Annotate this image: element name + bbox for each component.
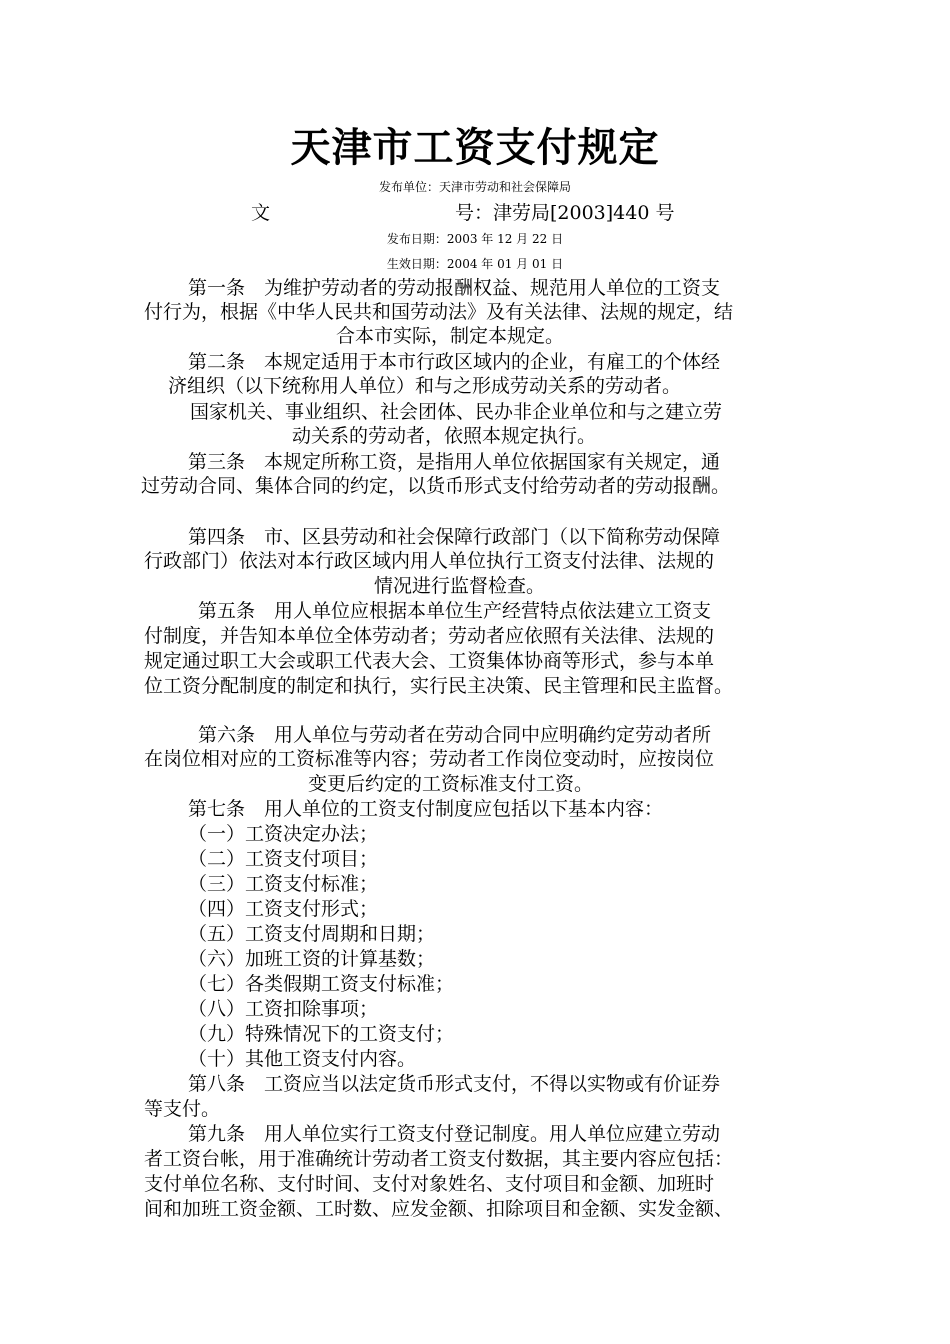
body-line: 第五条 用人单位应根据本单位生产经营特点依法建立工资支 bbox=[198, 600, 712, 622]
body-line: 国家机关、事业组织、社会团体、民办非企业单位和与之建立劳 bbox=[190, 401, 723, 423]
body-line: 济组织（以下统称用人单位）和与之形成劳动关系的劳动者。 bbox=[168, 375, 682, 397]
body-line: 者工资台帐，用于准确统计劳动者工资支付数据，其主要内容应包括： bbox=[144, 1148, 734, 1170]
body-line: 行政部门）依法对本行政区域内用人单位执行工资支付法律、法规的 bbox=[144, 550, 715, 572]
body-line: 间和加班工资金额、工时数、应发金额、扣除项目和金额、实发金额、 bbox=[144, 1198, 734, 1220]
list-item: （三）工资支付标准； bbox=[188, 873, 379, 895]
body-line: 付行为，根据《中华人民共和国劳动法》及有关法律、法规的规定，结 bbox=[144, 301, 734, 323]
publisher-line: 发布单位：天津市劳动和社会保障局 bbox=[378, 180, 571, 194]
body-line: 第二条 本规定适用于本市行政区域内的企业，有雇工的个体经 bbox=[188, 351, 721, 373]
body-line: 支付单位名称、支付时间、支付对象姓名、支付项目和金额、加班时 bbox=[144, 1173, 715, 1195]
body-line: 第八条 工资应当以法定货币形式支付，不得以实物或有价证券 bbox=[188, 1073, 721, 1095]
list-item: （一）工资决定办法； bbox=[188, 823, 379, 845]
body-line: 位工资分配制度的制定和执行，实行民主决策、民主管理和民主监督。 bbox=[144, 675, 734, 697]
doc-number-prefix: 文 bbox=[251, 202, 271, 224]
effective-date-line: 生效日期：2004 年 01 月 01 日 bbox=[386, 257, 564, 271]
body-line: 过劳动合同、集体合同的约定，以货币形式支付给劳动者的劳动报酬。 bbox=[141, 475, 731, 497]
body-line: 第九条 用人单位实行工资支付登记制度。用人单位应建立劳动 bbox=[188, 1123, 721, 1145]
body-line: 第三条 本规定所称工资，是指用人单位依据国家有关规定，通 bbox=[188, 451, 721, 473]
list-item: （二）工资支付项目； bbox=[188, 848, 379, 870]
body-line: 动关系的劳动者，依照本规定执行。 bbox=[292, 425, 597, 447]
body-line: 合本市实际，制定本规定。 bbox=[336, 325, 565, 347]
list-item: （十）其他工资支付内容。 bbox=[188, 1048, 417, 1070]
list-item: （九）特殊情况下的工资支付； bbox=[188, 1023, 455, 1045]
list-item: （七）各类假期工资支付标准； bbox=[188, 973, 455, 995]
body-line: 第四条 市、区县劳动和社会保障行政部门（以下简称劳动保障 bbox=[188, 526, 721, 548]
body-line: 第七条 用人单位的工资支付制度应包括以下基本内容： bbox=[188, 798, 664, 820]
publish-date-line: 发布日期：2003 年 12 月 22 日 bbox=[386, 232, 564, 246]
doc-number: 号：津劳局[2003]440 号 bbox=[455, 202, 675, 224]
list-item: （四）工资支付形式； bbox=[188, 898, 379, 920]
list-item: （八）工资扣除事项； bbox=[188, 998, 379, 1020]
body-line: 第六条 用人单位与劳动者在劳动合同中应明确约定劳动者所 bbox=[198, 724, 712, 746]
body-line: 在岗位相对应的工资标准等内容；劳动者工作岗位变动时，应按岗位 bbox=[144, 748, 715, 770]
body-line: 规定通过职工大会或职工代表大会、工资集体协商等形式，参与本单 bbox=[144, 650, 715, 672]
body-line: 等支付。 bbox=[144, 1098, 221, 1120]
document-title: 天津市工资支付规定 bbox=[290, 124, 660, 171]
body-line: 情况进行监督检查。 bbox=[374, 575, 546, 597]
body-line: 付制度，并告知本单位全体劳动者；劳动者应依照有关法律、法规的 bbox=[144, 625, 715, 647]
list-item: （五）工资支付周期和日期； bbox=[188, 923, 436, 945]
body-line: 第一条 为维护劳动者的劳动报酬权益、规范用人单位的工资支 bbox=[188, 277, 721, 299]
list-item: （六）加班工资的计算基数； bbox=[188, 948, 436, 970]
body-line: 变更后约定的工资标准支付工资。 bbox=[308, 773, 594, 795]
